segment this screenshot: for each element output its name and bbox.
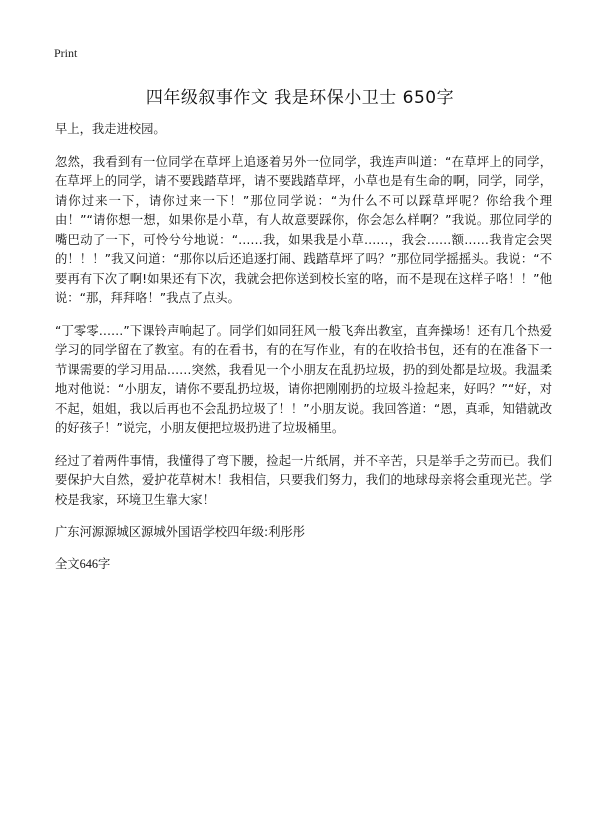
paragraph-intro: 早上，我走进校园。 (55, 122, 166, 136)
paragraph-litter-story: “丁零零……”下课铃声响起了。同学们如同狂风一般飞奔出教室，直奔操场！还有几个热爱学习的同学留在了教室。有的在看书，有的在写作业，有的在收拾书包，还有的在准备下一节课需要的学习用品……突然，我看见一个小朋友在乱扔垃圾，扔的到处都是垃圾。我温柔地对他说：“小朋友，请你不要乱扔垃圾，请你把刚刚扔的垃圾斗捡起来，好吗？”“好，对不起，姐姐，我以后再也不会乱扔垃圾了！！”小朋友说。我回答道：“恩，真乖，知错就改的好孩子！”说完，小朋友便把垃圾扔进了垃圾桶里。 (55, 323, 552, 435)
article-title: 四年级叙事作文 我是环保小卫士 650字 (145, 88, 455, 108)
print-link[interactable]: Print (54, 46, 78, 60)
article-body (55, 120, 552, 587)
paragraph-conclusion: 经过了着两件事情，我懂得了弯下腰，捡起一片纸屑，并不辛苦，只是举手之劳而已。我们要保护大自然，爱护花草树木！我相信，只要我们努力，我们的地球母亲将会重现光芒。学校是我家，环境卫生靠大家！ (55, 453, 552, 507)
paragraph-lawn-story: 忽然，我看到有一位同学在草坪上追逐着另外一位同学，我连声叫道：“在草坪上的同学，在草坪上的同学，请不要践踏草坪，请不要践踏草坪，小草也是有生命的啊，同学，同学，请你过来一下，请你过来一下！”那位同学说：“为什么不可以踩草坪呢？你给我个理由！”“请你想一想，如果你是小草，有人故意要踩你，你会怎么样啊？”我说。那位同学的嘴巴动了一下，可怜兮兮地说：“……我，如果我是小草……，我会……额……我肯定会哭的！！！”我又问道：“那你以后还追逐打闹、践踏草坪了吗？”那位同学摇摇头。我说：“不要再有下次了啊!如果还有下次，我就会把你送到校长室的咯，而不是现在这样子咯！！”他说：“那，拜拜咯！”我点了点头。 (55, 154, 552, 305)
word-count: 全文646字 (55, 556, 111, 571)
author-byline: 广东河源源城区源城外国语学校四年级:利彤彤 (55, 525, 306, 539)
